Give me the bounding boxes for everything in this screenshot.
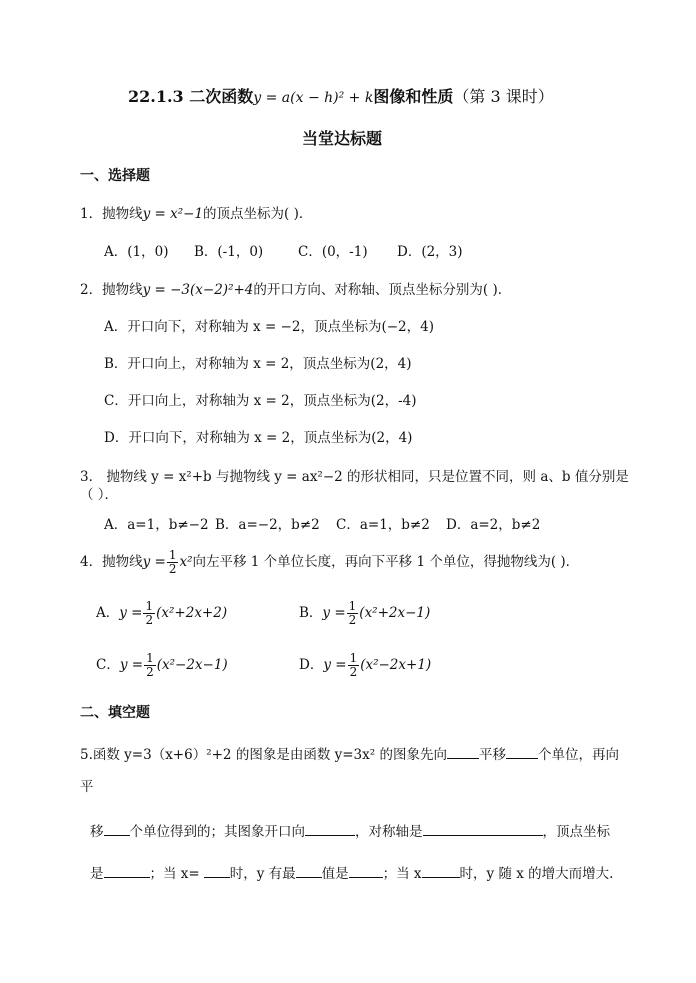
q2-option-a: A．开口向下，对称轴为 x = −2，顶点坐标为(−2，4) — [104, 319, 434, 335]
question-3-stem: 3． 抛物线 y = x²+b 与抛物线 y = ax²−2 的形状相同，只是位置不同，则 a、b 值分别是 — [80, 469, 629, 485]
q4-option-a-den: 2 — [145, 613, 154, 627]
q4-option-d-label: D． — [299, 657, 324, 673]
q5-text-13: ；当 x — [382, 866, 422, 882]
q5-blank-units-1 — [506, 745, 538, 759]
q4-option-c-y: y = — [119, 657, 144, 673]
question-5-line-2: 平 — [80, 779, 94, 795]
q4-option-c-fraction — [144, 652, 156, 679]
q4-option-b — [299, 598, 430, 628]
title-suffix: （第 3 课时） — [453, 87, 554, 106]
q4-option-c — [96, 650, 228, 680]
q4-option-c-num: 1 — [146, 651, 154, 665]
q4-frac-num: 1 — [168, 548, 177, 562]
section-fill-heading: 二、填空题 — [80, 705, 150, 721]
q3-option-c: C．a=1，b≠2 — [336, 517, 430, 533]
q1-option-d: D．(2，3) — [397, 244, 463, 260]
title-prefix: 22.1.3 二次函数 — [128, 87, 254, 106]
q4-option-b-den: 2 — [348, 613, 357, 627]
q4-option-d-fraction — [348, 652, 360, 679]
q1-stem-b: 的顶点坐标为( )． — [203, 206, 313, 222]
q5-text-8: ，顶点坐标 — [542, 824, 610, 840]
q4-stem-b: 向左平移 1 个单位长度，再向下平移 1 个单位，得抛物线为( )． — [192, 554, 580, 570]
q4-option-a-y: y = — [119, 605, 143, 621]
title-formula: y = a(x − h)² + k — [253, 90, 374, 106]
q2-option-d: D．开口向下，对称轴为 x = 2，顶点坐标为(2，4) — [104, 430, 413, 446]
q5-blank-direction-1 — [447, 745, 479, 759]
q4-option-d-den: 2 — [349, 665, 358, 679]
question-2-stem — [80, 281, 511, 299]
q1-stem-a: 1．抛物线 — [80, 206, 143, 222]
q5-blank-x-range — [422, 864, 460, 878]
question-5-line-3 — [90, 822, 610, 841]
q5-text-12: 值是 — [321, 866, 349, 882]
q5-blank-vertex — [104, 864, 150, 878]
q4-frac-den: 2 — [168, 562, 177, 576]
q5-blank-extreme-value — [349, 864, 383, 878]
q1-option-c: C．(0，-1) — [298, 244, 368, 260]
q5-blank-opening — [305, 822, 355, 836]
q5-blank-axis — [423, 822, 543, 836]
q4-option-b-num: 1 — [348, 599, 357, 613]
question-3-stem-cont: （ ）． — [80, 487, 119, 503]
q4-option-a-fraction — [143, 600, 155, 627]
q3-option-d: D．a=2，b≠2 — [446, 517, 541, 533]
question-1-stem — [80, 205, 312, 223]
q4-option-b-label: B． — [299, 605, 323, 621]
q4-option-d-num: 1 — [349, 651, 358, 665]
q4-x2: x² — [179, 554, 193, 570]
q4-stem-a: 4．抛物线 — [80, 554, 143, 570]
page-subtitle: 当堂达标题 — [302, 129, 383, 148]
q3-option-b: B．a=−2，b≠2 — [215, 517, 320, 533]
q4-y-eq: y = — [142, 554, 166, 570]
title-bold-tail: 图像和性质 — [373, 87, 454, 106]
q4-option-a-num: 1 — [145, 599, 154, 613]
q5-text-3: 个单位，再向 — [537, 747, 619, 763]
q4-option-b-y: y = — [322, 605, 346, 621]
q5-blank-units-2 — [104, 822, 130, 836]
q5-text-14: 时，y 随 x 的增大而增大. — [459, 866, 614, 882]
q4-option-c-expr: (x²−2x−1) — [156, 657, 228, 673]
q5-blank-x-value — [204, 864, 230, 878]
q5-text-9: 是 — [90, 866, 104, 882]
q4-option-c-den: 2 — [146, 665, 154, 679]
q1-option-a: A．(1，0) — [104, 244, 169, 260]
q4-option-b-fraction — [347, 600, 359, 627]
q1-option-b: B．(-1，0) — [194, 244, 264, 260]
question-4-stem — [80, 547, 579, 577]
q5-text-5: 移 — [90, 824, 104, 840]
q3-option-a: A．a=1，b≠−2 — [104, 517, 209, 533]
q5-text-7: ，对称轴是 — [355, 824, 423, 840]
page-title — [128, 88, 554, 107]
question-5-line-1 — [80, 745, 619, 764]
q4-option-d-y: y = — [323, 657, 347, 673]
q2-formula: y = −3(x−2)²+4 — [142, 282, 254, 298]
q4-fraction — [167, 549, 179, 576]
q5-blank-extreme — [296, 864, 322, 878]
q1-formula: y = x²−1 — [142, 206, 204, 222]
q2-option-c: C．开口向上，对称轴为 x = 2，顶点坐标为(2，-4) — [104, 393, 417, 409]
q5-text-10: ；当 x= — [149, 866, 200, 882]
section-choice-heading: 一、选择题 — [80, 168, 150, 184]
q4-option-a-expr: (x²+2x+2) — [156, 605, 228, 621]
q5-text-6: 个单位得到的；其图象开口向 — [129, 824, 305, 840]
q5-text-2: 平移 — [478, 747, 506, 763]
q2-stem-a: 2．抛物线 — [80, 282, 143, 298]
q4-option-b-expr: (x²+2x−1) — [359, 605, 431, 621]
question-5-line-4 — [90, 864, 613, 883]
q4-option-c-label: C． — [96, 657, 120, 673]
q5-text-1: 5.函数 y=3（x+6）²+2 的图象是由函数 y=3x² 的图象先向 — [80, 747, 447, 763]
q4-option-d-expr: (x²−2x+1) — [360, 657, 432, 673]
q2-stem-b: 的开口方向、对称轴、顶点坐标分别为( )． — [253, 282, 512, 298]
q2-option-b: B．开口向上，对称轴为 x = 2，顶点坐标为(2，4) — [104, 356, 412, 372]
q5-text-11: 时，y 有最 — [229, 866, 296, 882]
q4-option-a — [96, 598, 227, 628]
q4-option-a-label: A． — [96, 605, 120, 621]
q4-option-d — [299, 650, 431, 680]
